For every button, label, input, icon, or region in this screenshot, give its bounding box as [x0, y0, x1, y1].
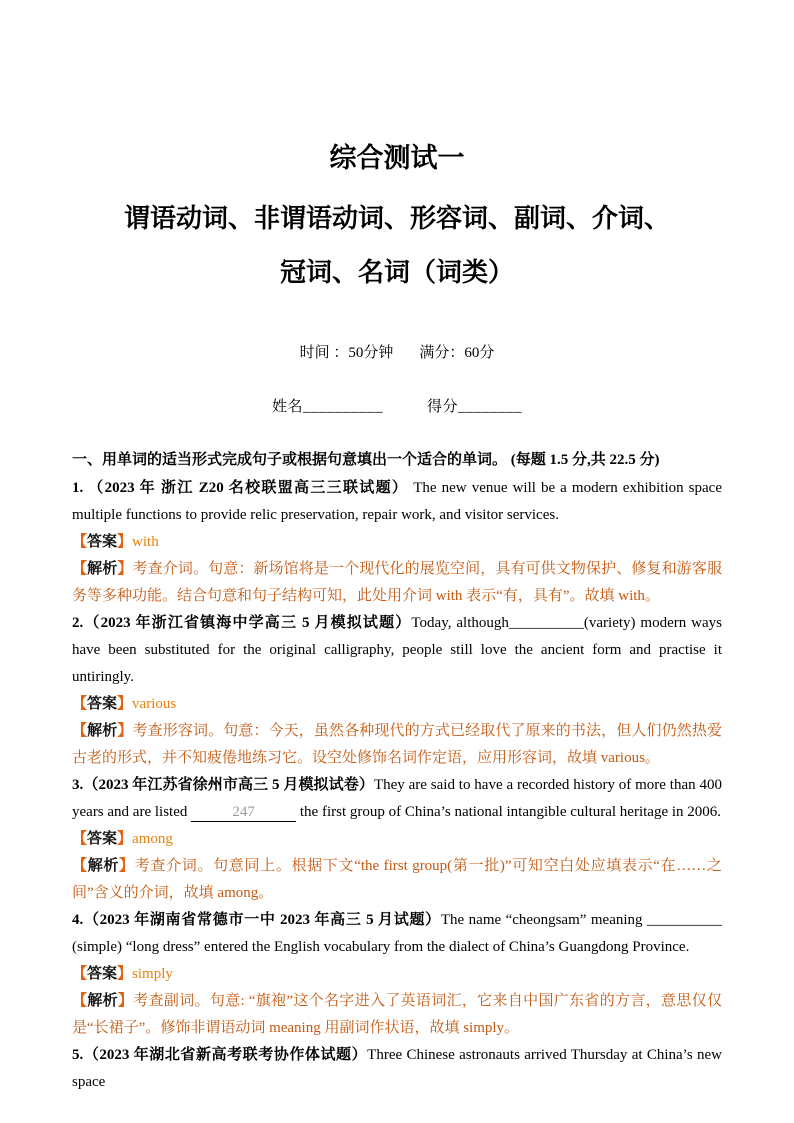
question-1: [72, 475, 722, 610]
bracket-close-icon: 】: [117, 561, 133, 577]
question-2: [72, 610, 722, 772]
question-1-answer-line: [72, 529, 722, 556]
answer-label: 答案: [87, 696, 118, 712]
bracket-open-icon: 【: [72, 993, 88, 1009]
question-5-source: 5.（2023 年湖北省新高考联考协作体试题）: [72, 1047, 368, 1063]
section-one-heading: 一、用单词的适当形式完成句子或根据句意填出一个适合的单词。 (每题 1.5 分,共 22.5 分): [72, 452, 660, 468]
question-4-source: 4.（2023 年湖南省常德市一中 2023 年高三 5 月试题）: [72, 912, 441, 928]
answer-label: 答案: [87, 831, 118, 847]
question-4-analysis-text: 考查副词。句意: “旗袍”这个名字进入了英语词汇，它来自中国广东省的方言，意思仅仅是“长裙子”。修饰非谓语动词 meaning 用副词作状语，故填 simply。: [72, 993, 722, 1036]
page-subtitle-line2: 冠词、名词（词类）: [279, 257, 514, 287]
bracket-close-icon: 】: [117, 966, 133, 982]
bracket-close-icon: 】: [117, 696, 133, 712]
question-5-text: Three Chinese astronauts arrived Thursday at China’s new space: [72, 1047, 722, 1090]
question-1-analysis-text: 考查介词。句意：新场馆将是一个现代化的展览空间，具有可供文物保护、修复和游客服务等多种功能。结合句意和句子结构可知，此处用介词 with 表示“有，具有”。故填 with。: [72, 561, 722, 604]
bracket-open-icon: 【: [72, 966, 88, 982]
bracket-open-icon: 【: [72, 723, 88, 739]
analysis-label: 解析: [87, 561, 118, 577]
question-4-stem: [72, 907, 722, 961]
question-1-stem: [72, 475, 722, 529]
bracket-close-icon: 】: [117, 993, 134, 1009]
time-limit-text: 时间 ：50分钟: [299, 345, 394, 361]
name-label: 姓名: [271, 399, 303, 415]
page-subtitle-line1: 谓语动词、非谓语动词、形容词、副词、介词、: [123, 203, 670, 233]
name-blank: __________: [303, 399, 383, 415]
question-3-blank-line: 247: [191, 803, 296, 822]
question-4-text: The name “cheongsam” meaning __________ (simple) “long dress” entered the English vocabulary from the dialect of China’s Guangdong Province.: [72, 912, 722, 955]
bracket-close-icon: 】: [117, 534, 133, 550]
question-2-analysis-text: 考查形容词。句意：今天，虽然各种现代的方式已经取代了原来的书法，但人们仍然热爱古老的形式，并不知疲倦地练习它。设空处修饰名词作定语，应用形容词，故填 various。: [72, 723, 722, 766]
bracket-open-icon: 【: [72, 831, 88, 847]
question-3-source: 3.（2023 年江苏省徐州市高三 5 月模拟试卷）: [72, 777, 374, 793]
question-1-source: 1. （2023 年 浙江 Z20 名校联盟高三三联试题）: [72, 480, 414, 496]
question-4-answer-text: simply: [132, 966, 173, 982]
question-4-answer-line: [72, 961, 722, 988]
question-1-analysis-line: [72, 556, 722, 610]
score-label: 得分: [427, 399, 459, 415]
question-4-analysis-line: [72, 988, 722, 1042]
question-3-answer-line: [72, 826, 722, 853]
analysis-label: 解析: [87, 723, 118, 739]
analysis-label: 解析: [87, 858, 120, 874]
bracket-open-icon: 【: [72, 534, 88, 550]
bracket-close-icon: 】: [117, 831, 133, 847]
name-score-line: [72, 396, 722, 418]
question-2-answer-line: [72, 691, 722, 718]
page-title: 综合测试一: [329, 143, 465, 173]
question-5: [72, 1042, 722, 1096]
score-blank: ________: [458, 399, 523, 415]
question-3-stem: [72, 772, 722, 826]
question-3-analysis-text: 考查介词。句意同上。根据下文“the first group(第一批)”可知空白处应填表示“在……之间”含义的介词，故填 among。: [72, 858, 722, 901]
question-3-text-a: They are said to have a recorded history of more than 400 years and are listed: [72, 777, 722, 820]
question-1-text: The new venue will be a modern exhibition space multiple functions to provide relic preservation, repair work, and visitor services.: [72, 480, 722, 523]
full-score-text: 满分：60分: [419, 345, 495, 361]
question-5-stem: [72, 1042, 722, 1096]
question-1-answer-text: with: [132, 534, 159, 550]
answer-label: 答案: [87, 534, 118, 550]
analysis-label: 解析: [87, 993, 118, 1009]
question-2-stem: [72, 610, 722, 691]
question-2-source: 2.（2023 年浙江省镇海中学高三 5 月模拟试题）: [72, 615, 412, 631]
question-4: [72, 907, 722, 1042]
question-list: [72, 475, 722, 1096]
bracket-open-icon: 【: [72, 696, 88, 712]
question-2-text: Today, although__________(variety) modern ways have been substituted for the original calligraphy, people still love the ancient form and practise it untiringly.: [72, 615, 722, 685]
bracket-close-icon: 】: [119, 858, 135, 874]
question-2-analysis-line: [72, 718, 722, 772]
question-3-text-b: the first group of China’s national intangible cultural heritage in 2006.: [296, 804, 722, 820]
question-3: [72, 772, 722, 907]
question-3-answer-text: among: [132, 831, 173, 847]
question-2-answer-text: various: [132, 696, 177, 712]
answer-label: 答案: [87, 966, 118, 982]
exam-meta: [72, 342, 722, 364]
bracket-open-icon: 【: [72, 858, 88, 874]
bracket-close-icon: 】: [117, 723, 133, 739]
question-3-analysis-line: [72, 853, 722, 907]
bracket-open-icon: 【: [72, 561, 88, 577]
